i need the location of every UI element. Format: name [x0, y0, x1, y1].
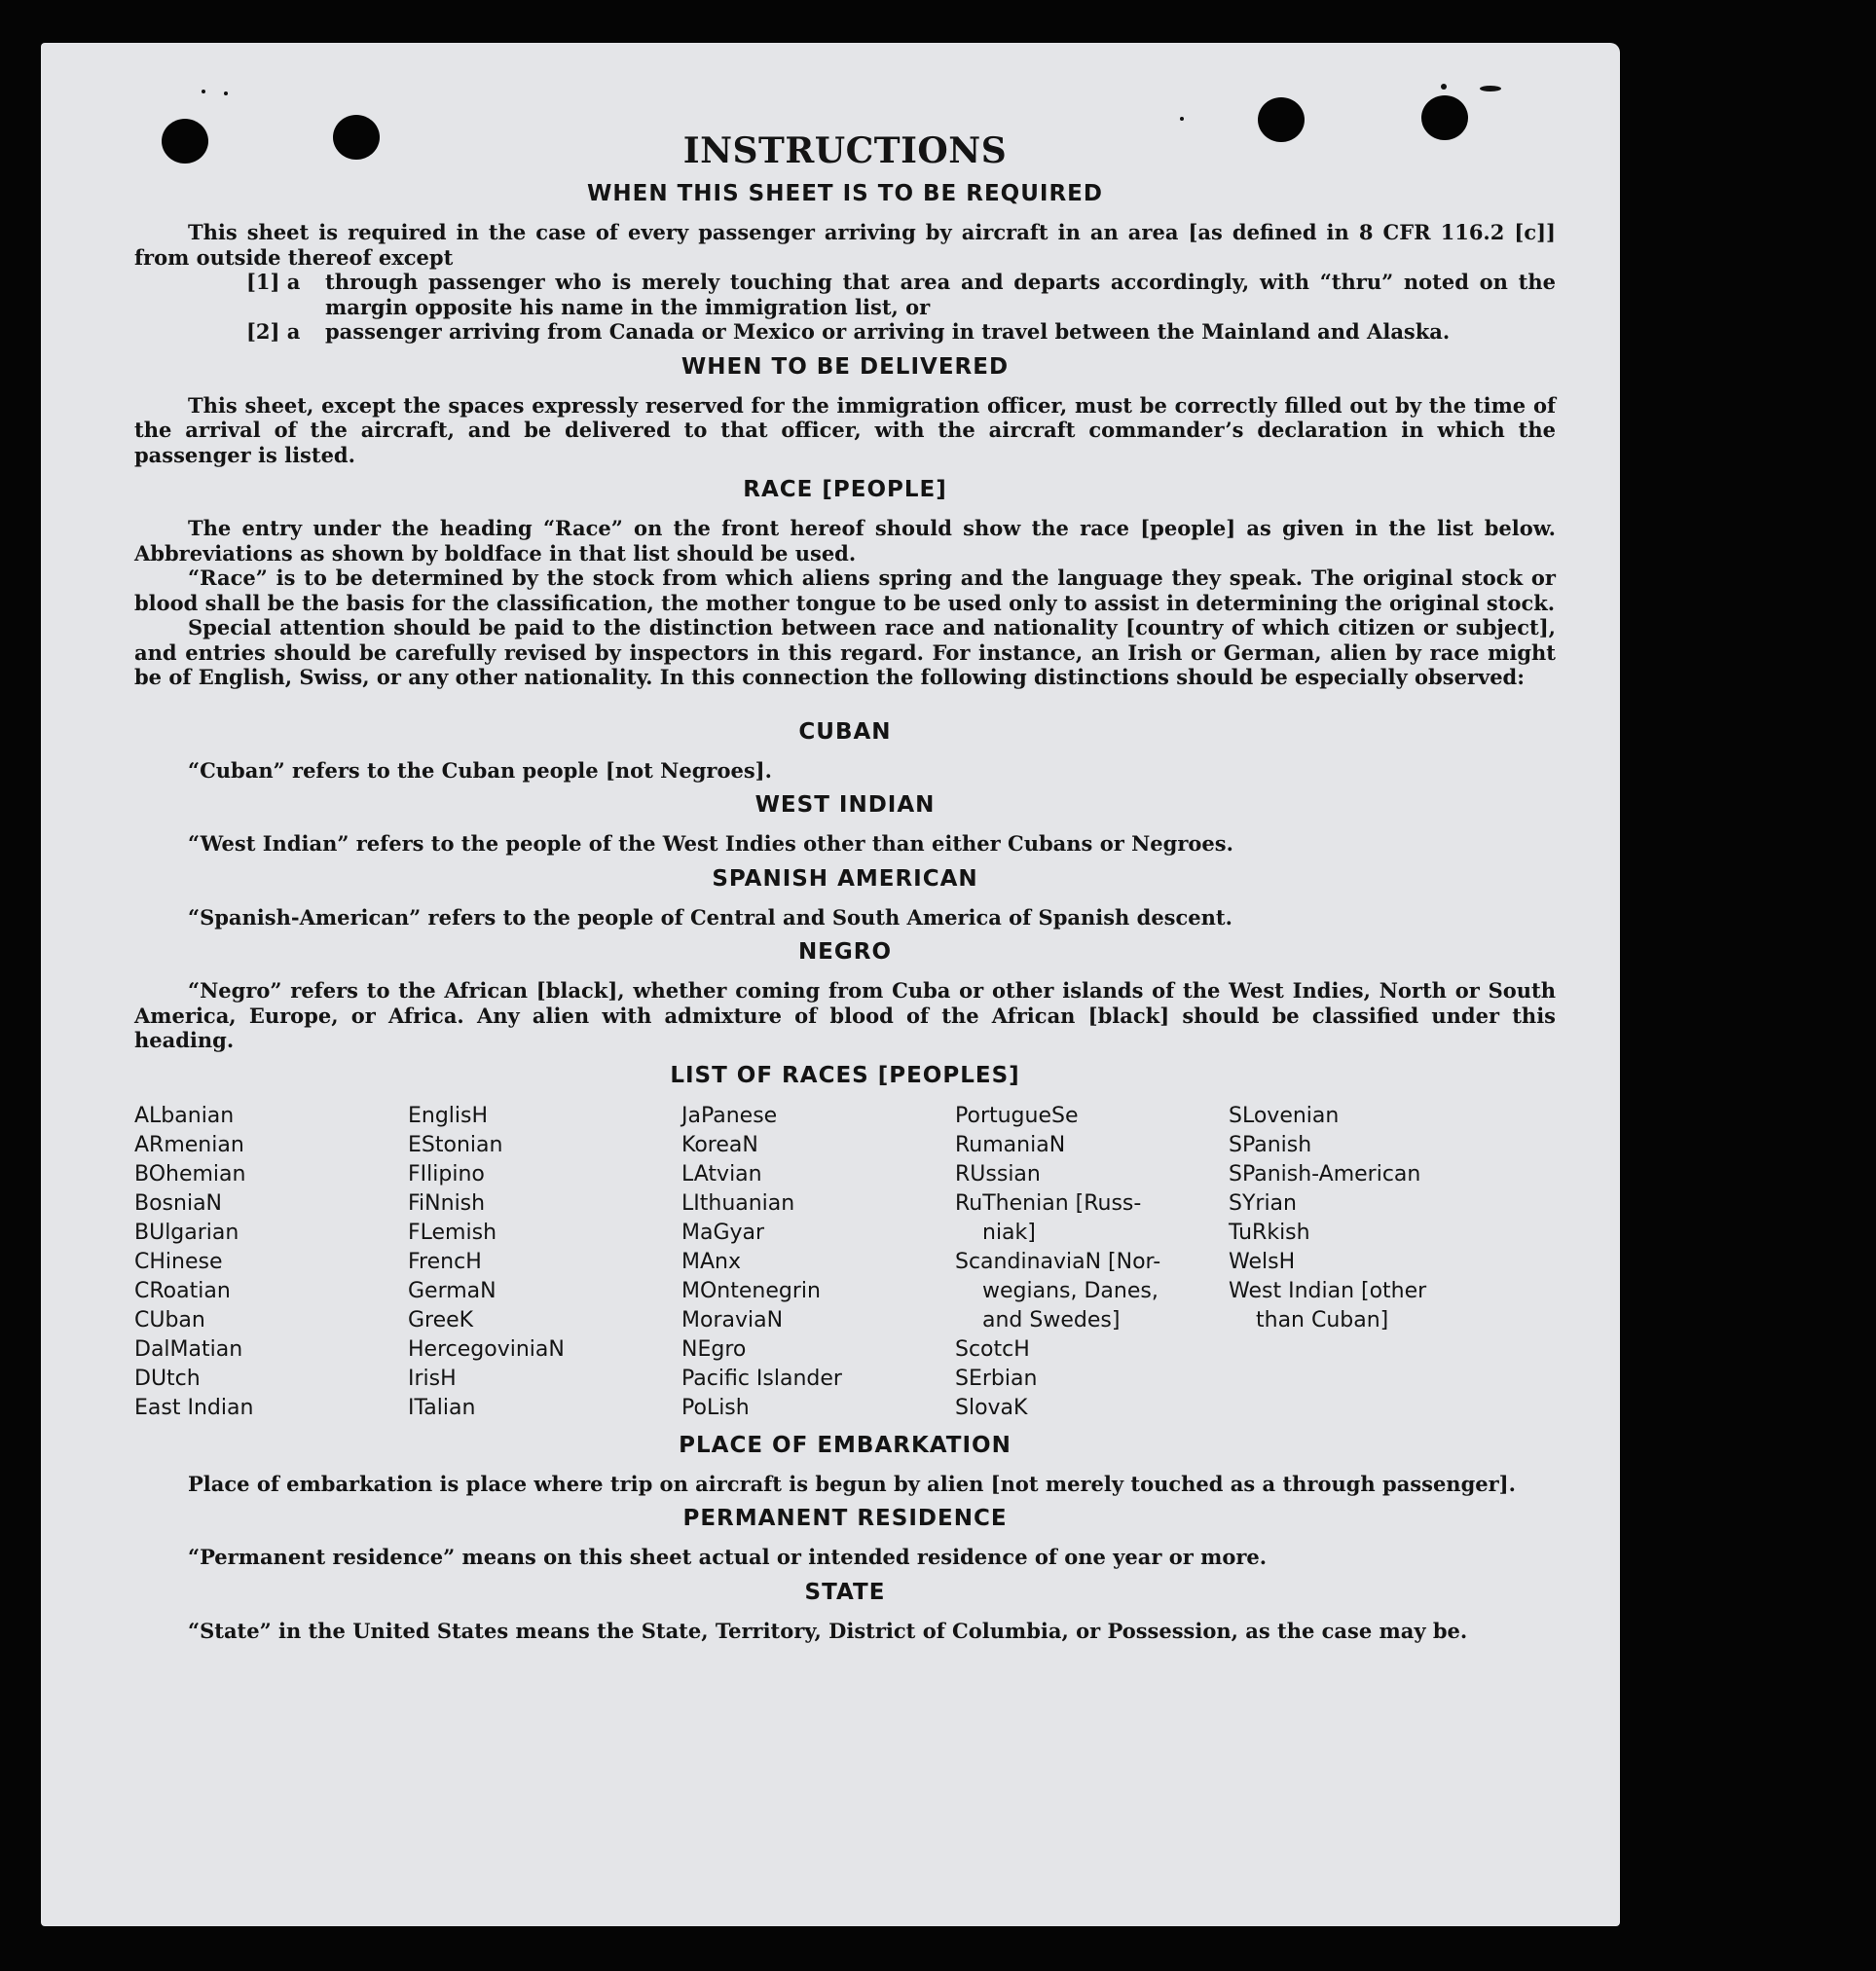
document-page	[41, 43, 1620, 1926]
race-entry: SYrian	[1229, 1190, 1297, 1216]
race-entry: BUlgarian	[134, 1220, 239, 1245]
paragraph: The entry under the heading “Race” on the front hereof should show the race [people] as given in the list below. Abbreviations as shown by boldface in that list should be used.	[134, 516, 1556, 566]
race-entry: SErbian	[955, 1366, 1038, 1391]
section-heading: LIST OF RACES [PEOPLES]	[670, 1062, 1020, 1088]
paragraph: “State” in the United States means the State, Territory, District of Columbia, or Possession, as the case may be.	[188, 1618, 1468, 1643]
section-heading: WHEN THIS SHEET IS TO BE REQUIRED	[587, 181, 1103, 206]
paragraph: This sheet, except the spaces expressly reserved for the immigration officer, must be correctly filled out by the time of the arrival of the aircraft, and be delivered to that officer, with the aircraft commander’s declaration in which the passenger is listed.	[134, 392, 1556, 467]
instructions-body	[134, 130, 1556, 1643]
race-entry: LAtvian	[681, 1161, 762, 1186]
race-entry: DUtch	[134, 1366, 201, 1391]
ink-speck	[202, 90, 205, 93]
races-column	[134, 1102, 408, 1423]
race-entry: BosniaN	[134, 1190, 223, 1216]
race-entry: RUssian	[955, 1161, 1041, 1186]
list-item	[246, 270, 1556, 319]
race-entry: CUban	[134, 1307, 205, 1332]
race-entry: HercegoviniaN	[408, 1336, 565, 1362]
race-entry: MaGyar	[681, 1220, 765, 1245]
race-entry: CRoatian	[134, 1278, 231, 1303]
races-column	[1229, 1102, 1502, 1423]
race-entry: RumaniaN	[955, 1132, 1066, 1157]
race-entry: SLovenian	[1229, 1103, 1340, 1128]
race-entry: than Cuban]	[1256, 1307, 1389, 1332]
race-entry: FiNnish	[408, 1190, 486, 1216]
race-entry: GermaN	[408, 1278, 497, 1303]
paragraph: This sheet is required in the case of every passenger arriving by aircraft in an area [as defined in 8 CFR 116.2 [c]] from outside thereof except	[134, 220, 1556, 270]
race-entry: MAnx	[681, 1249, 741, 1274]
race-entry: Pacific Islander	[681, 1366, 842, 1391]
section-heading: PLACE OF EMBARKATION	[679, 1432, 1012, 1458]
races-column	[681, 1102, 955, 1423]
race-entry: IrisH	[408, 1366, 457, 1391]
paragraph: “West Indian” refers to the people of the West Indies other than either Cubans or Negroes.	[188, 831, 1233, 856]
race-entry: ARmenian	[134, 1132, 244, 1157]
paragraph: “Spanish-American” refers to the people of Central and South America of Spanish descent.	[188, 904, 1232, 930]
list-item-number: [2] a	[246, 319, 301, 344]
ink-speck	[1480, 86, 1501, 91]
section-heading: RACE [PEOPLE]	[743, 477, 947, 502]
list-item-text: passenger arriving from Canada or Mexico or arriving in travel between the Mainland and Alaska.	[325, 319, 1451, 344]
race-entry: FrencH	[408, 1249, 482, 1274]
page-title: INSTRUCTIONS	[682, 130, 1008, 171]
section-heading: STATE	[804, 1579, 886, 1605]
race-entry: PortugueSe	[955, 1103, 1079, 1128]
races-column	[408, 1102, 681, 1423]
race-entry: SPanish	[1229, 1132, 1312, 1157]
race-entry: EnglisH	[408, 1103, 489, 1128]
race-entry: CHinese	[134, 1249, 223, 1274]
race-entry: RuThenian [Russ-	[955, 1190, 1142, 1216]
race-entry: JaPanese	[681, 1103, 778, 1128]
race-entry: FLemish	[408, 1220, 497, 1245]
race-entry: TuRkish	[1229, 1220, 1310, 1245]
race-entry: West Indian [other	[1229, 1278, 1427, 1303]
section-heading: PERMANENT RESIDENCE	[682, 1506, 1008, 1531]
ink-speck	[1180, 117, 1184, 121]
race-entry: KoreaN	[681, 1132, 758, 1157]
race-entry: GreeK	[408, 1307, 474, 1332]
race-entry: EStonian	[408, 1132, 503, 1157]
paragraph: “Race” is to be determined by the stock from which aliens spring and the language they speak. The original stock or blood shall be the basis for the classification, the mother tongue to be used only to assist in determining the original stock.	[134, 566, 1556, 615]
section-heading: CUBAN	[798, 718, 892, 745]
section-heading: WEST INDIAN	[754, 792, 936, 818]
race-entry: ScandinaviaN [Nor-	[955, 1249, 1161, 1274]
race-entry: SPanish-American	[1229, 1161, 1421, 1186]
race-entry: FIlipino	[408, 1161, 485, 1186]
paragraph: Place of embarkation is place where trip on aircraft is begun by alien [not merely touched as a through passenger].	[188, 1471, 1516, 1496]
race-entry: WelsH	[1229, 1249, 1296, 1274]
list-item	[246, 319, 1556, 345]
race-entry: SlovaK	[955, 1395, 1028, 1420]
race-entry: ScotcH	[955, 1336, 1030, 1362]
ink-speck	[224, 91, 228, 95]
race-entry: LIthuanian	[681, 1190, 795, 1216]
race-entry: wegians, Danes,	[982, 1278, 1159, 1303]
race-entry: East Indian	[134, 1395, 254, 1420]
races-list	[134, 1102, 1556, 1423]
race-entry: NEgro	[681, 1336, 747, 1362]
races-column	[955, 1102, 1229, 1423]
race-entry: ITalian	[408, 1395, 476, 1420]
race-entry: DalMatian	[134, 1336, 243, 1362]
section-heading: WHEN TO BE DELIVERED	[681, 353, 1010, 380]
paragraph: “Negro” refers to the African [black], whether coming from Cuba or other islands of the West Indies, North or South America, Europe, or Africa. Any alien with admixture of blood of the African [black] should be classified under this heading.	[134, 978, 1556, 1052]
race-entry: MOntenegrin	[681, 1278, 821, 1303]
paragraph: “Permanent residence” means on this sheet actual or intended residence of one year or more.	[188, 1545, 1268, 1569]
list-item-text: through passenger who is merely touching that area and departs accordingly, with “thru” noted on the margin opposite his name in the immigration list, or	[325, 270, 1556, 319]
section-heading: SPANISH AMERICAN	[712, 865, 978, 892]
list-item-number: [1] a	[246, 270, 301, 294]
race-entry: and Swedes]	[982, 1307, 1121, 1332]
race-entry: BOhemian	[134, 1161, 246, 1186]
race-entry: ALbanian	[134, 1103, 235, 1128]
race-entry: MoraviaN	[681, 1307, 784, 1332]
race-entry: PoLish	[681, 1395, 750, 1420]
paragraph: “Cuban” refers to the Cuban people [not Negroes].	[188, 757, 772, 783]
ink-speck	[1441, 84, 1447, 90]
race-entry: niak]	[982, 1220, 1036, 1245]
section-heading: NEGRO	[797, 939, 893, 965]
paragraph: Special attention should be paid to the distinction between race and nationality [country of which citizen or subject], and entries should be carefully revised by inspectors in this regard. For instance, an Irish or German, alien by race might be of English, Swiss, or any other nationality. In this connection the following distinctions should be especially observed:	[134, 615, 1556, 689]
